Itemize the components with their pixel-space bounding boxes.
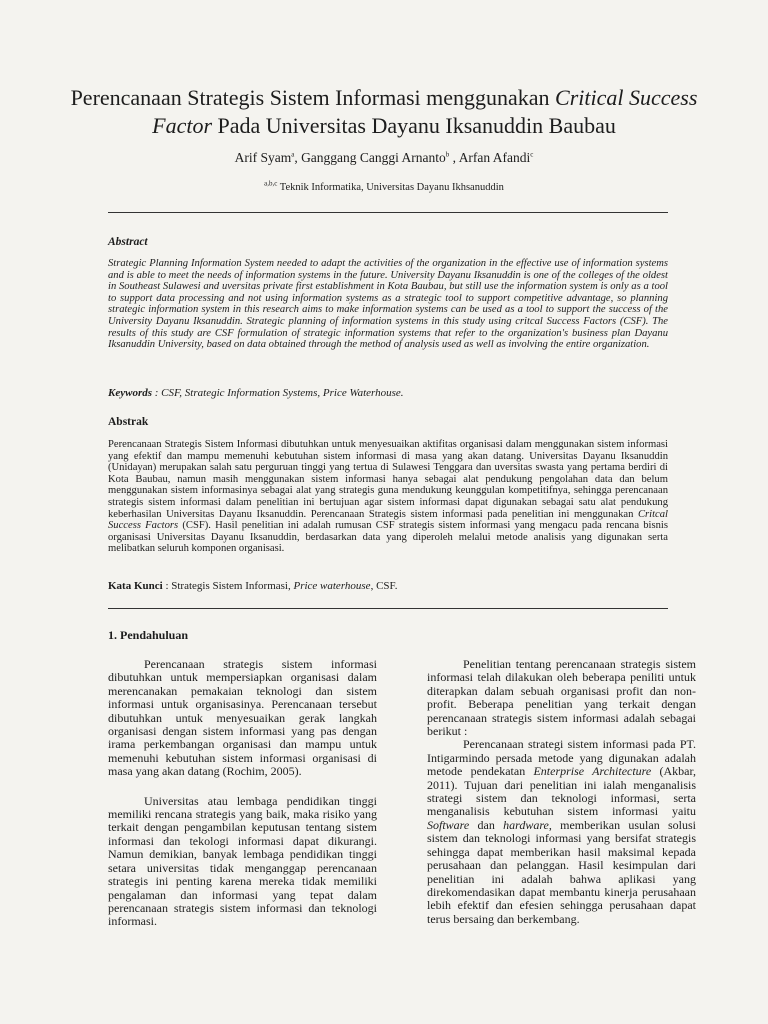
keywords-text: : CSF, Strategic Information Systems, Price Waterhouse. <box>152 387 404 399</box>
right-p2-italic-1: Enterprise Architecture <box>533 764 652 779</box>
top-rule <box>108 212 668 213</box>
katakunci-part-b: , CSF. <box>370 580 398 592</box>
abstrak-italic: Critcal Success Factors <box>108 508 668 532</box>
author-list: Arif Syam$^a$, Ganggang Canggi Arnanto$^b$ , Arfan Afandi$^c$ <box>234 150 534 165</box>
affiliation-text: Teknik Informatika, Universitas Dayanu Ikhsanuddin <box>279 182 504 193</box>
right-p2-part-d: , memberikan usulan solusi sistem dan teknologi informasi yang bersifat strategis sehingga dapat memberikan hasil maksimal kepada perusahaan dan pelanggan. Hasil kesimpulan dari penelitian ini adalah bahwa aplikasi yang direkomendasikan dapat membantu kinerja perusahaan lebih efektif dan efesien sehingga perusahaan dapat terus bersaing dan berkembang. <box>427 817 696 926</box>
right-p2-part-c: dan <box>469 817 504 832</box>
affiliation <box>60 179 708 193</box>
right-paragraph-1: Penelitian tentang perencanaan strategis sistem informasi telah dilakukan oleh beberapa peniliti untuk diterapkan dalam sebuah organisasi profit dan non-profit. Beberapa penelitian yang terkait dengan perencanaan strategis sistem informasi adalah sebagai berikut : <box>427 657 696 739</box>
left-paragraph-2: Universitas atau lembaga pendidikan tinggi memiliki rencana strategis yang baik, maka risiko yang terkait dengan pengambilan keputusan tentang sistem informasi dan tekologi informasi dapat dikurangi. Namun demikian, banyak lembaga pendidikan tinggi setara universitas tidak menganggap perencanaan strategis ini penting karena mereka tidak memiliki pengalaman dan informasi yang tepat dalam perencanaan strategis sistem informasi dan teknologi informasi. <box>108 793 377 929</box>
keywords-label: Keywords <box>108 387 152 399</box>
abstrak-part-a: Perencanaan Strategis Sistem Informasi dibutuhkan untuk menyesuaikan aktifitas organisasi dalam menggunakan sistem informasi yang efektif dan mampu memenuhi kebutuhan sistem informasi di masa yang akan datang. Universitas Dayanu Iksanuddin (Unidayan) merupakan salah satu perguruan tinggi yang tertua di Sulawesi Tenggara dan uversitas swasta yang pertama berdiri di Kota Baubau, namun masih menggunakan sistem informasi hanya sebagai alat pendukung pengolahan data dan belum menggunakan sistem informasinya sebagai alat yang strategis guna mendukung keunggulan kompetitifnya, sehingga perencanaan strategis sistem informasi dalam penelitian ini bertujuan agar sistem informasi dapat digunakan sebagai satu alat pendukung keberhasilan Universitas Dayanu Iksanuddin. Perencanaan Strategis sistem informasi pada penelitian ini menggunakan <box>108 439 668 520</box>
author-name: Ganggang Canggi Arnanto <box>301 150 446 165</box>
affiliation-sup: a,b,c <box>264 179 278 188</box>
keywords-line <box>108 387 668 399</box>
right-p2-italic-2: Software <box>427 817 470 832</box>
abstract-text: Strategic Planning Information System needed to adapt the activities of the organization in the effective use of information systems and is able to meet the needs of information systems in the future. University Dayanu Iksanuddin is one of the colleges of the oldest in Southeast Sulawesi and uversitas private first establishment in Kota Baubau, but still use the information system is only as a tool to support data processing and not using information systems as a strategic tool to support competitive advantage, so planning strategic information system in this research aims to make information systems can be used as a tool to support the success of the University Dayanu Iksanuddin. Strategic planning of information systems in this study using critcal Success Factors (CSF). The results of this study are CSF formulation of strategic information systems that refer to the organization's business plan Dayanu Iksanuddin University, based on data obtained through the method of analysis used as well as involving the entire organization. <box>108 258 668 351</box>
right-p2-part-a: Perencanaan strategi sistem informasi pada PT. Intigarmindo persada metode yang digunakan adalah metode pendekatan <box>427 737 696 779</box>
author-sup: a <box>291 150 295 159</box>
author-sup: c <box>530 150 534 159</box>
katakunci-label: Kata Kunci <box>108 580 163 592</box>
left-paragraph-1: Perencanaan strategis sistem informasi dibutuhkan untuk mempersiapkan organisasi dalam merencanakan pemakaian teknologi dan sistem informasi untuk organisasinya. Perencanaan tersebut dibutuhkan untuk menyesuaikan gerak langkah organisasi dengan sistem informasi yang pas dengan irama perkembangan organisasi dan mampu untuk memenuhi kebutuhan sistem informasi organisasi di masa yang akan datang (Rochim, 2005). <box>108 657 377 779</box>
author-name: Arfan Afandi <box>458 150 531 165</box>
abstrak-text <box>108 439 668 555</box>
title-part2: Pada Universitas Dayanu Iksanuddin Baubau <box>212 113 616 138</box>
paper-title <box>60 84 708 140</box>
title-italic: Critical Success Factor <box>152 85 698 138</box>
author-sup: b <box>445 150 450 159</box>
right-p2-italic-3: hardware <box>503 817 549 832</box>
author-name: Arif Syam <box>234 150 292 165</box>
right-paragraph-2 <box>427 738 696 926</box>
abstrak-part-b: (CSF). Hasil penelitian ini adalah rumusan CSF strategis sistem informasi yang mengacu pada rencana bisnis organisasi Universitas Dayanu Iksanuddin, berdasarkan data yang diperoleh melalui metode analisis yang digunakan serta melibatkan seluruh komponen organisasi. <box>108 520 668 555</box>
abstrak-heading: Abstrak <box>108 416 149 428</box>
katakunci-part-a: : Strategis Sistem Informasi, <box>162 580 294 592</box>
bottom-rule <box>108 608 668 609</box>
abstract-heading: Abstract <box>108 236 148 248</box>
left-column <box>108 658 377 929</box>
katakunci-line <box>108 580 668 592</box>
title-part1: Perencanaan Strategis Sistem Informasi menggunakan <box>70 85 556 110</box>
right-p2-part-b: (Akbar, 2011). Tujuan dari penelitian ini ialah menganalisis strategi sistem dan teknologi informasi, serta menganalisis kebutuhan sistem informasi yaitu <box>427 764 696 819</box>
right-column <box>427 658 696 926</box>
section-heading: 1. Pendahuluan <box>108 628 189 642</box>
katakunci-italic: Price waterhouse <box>293 580 371 592</box>
